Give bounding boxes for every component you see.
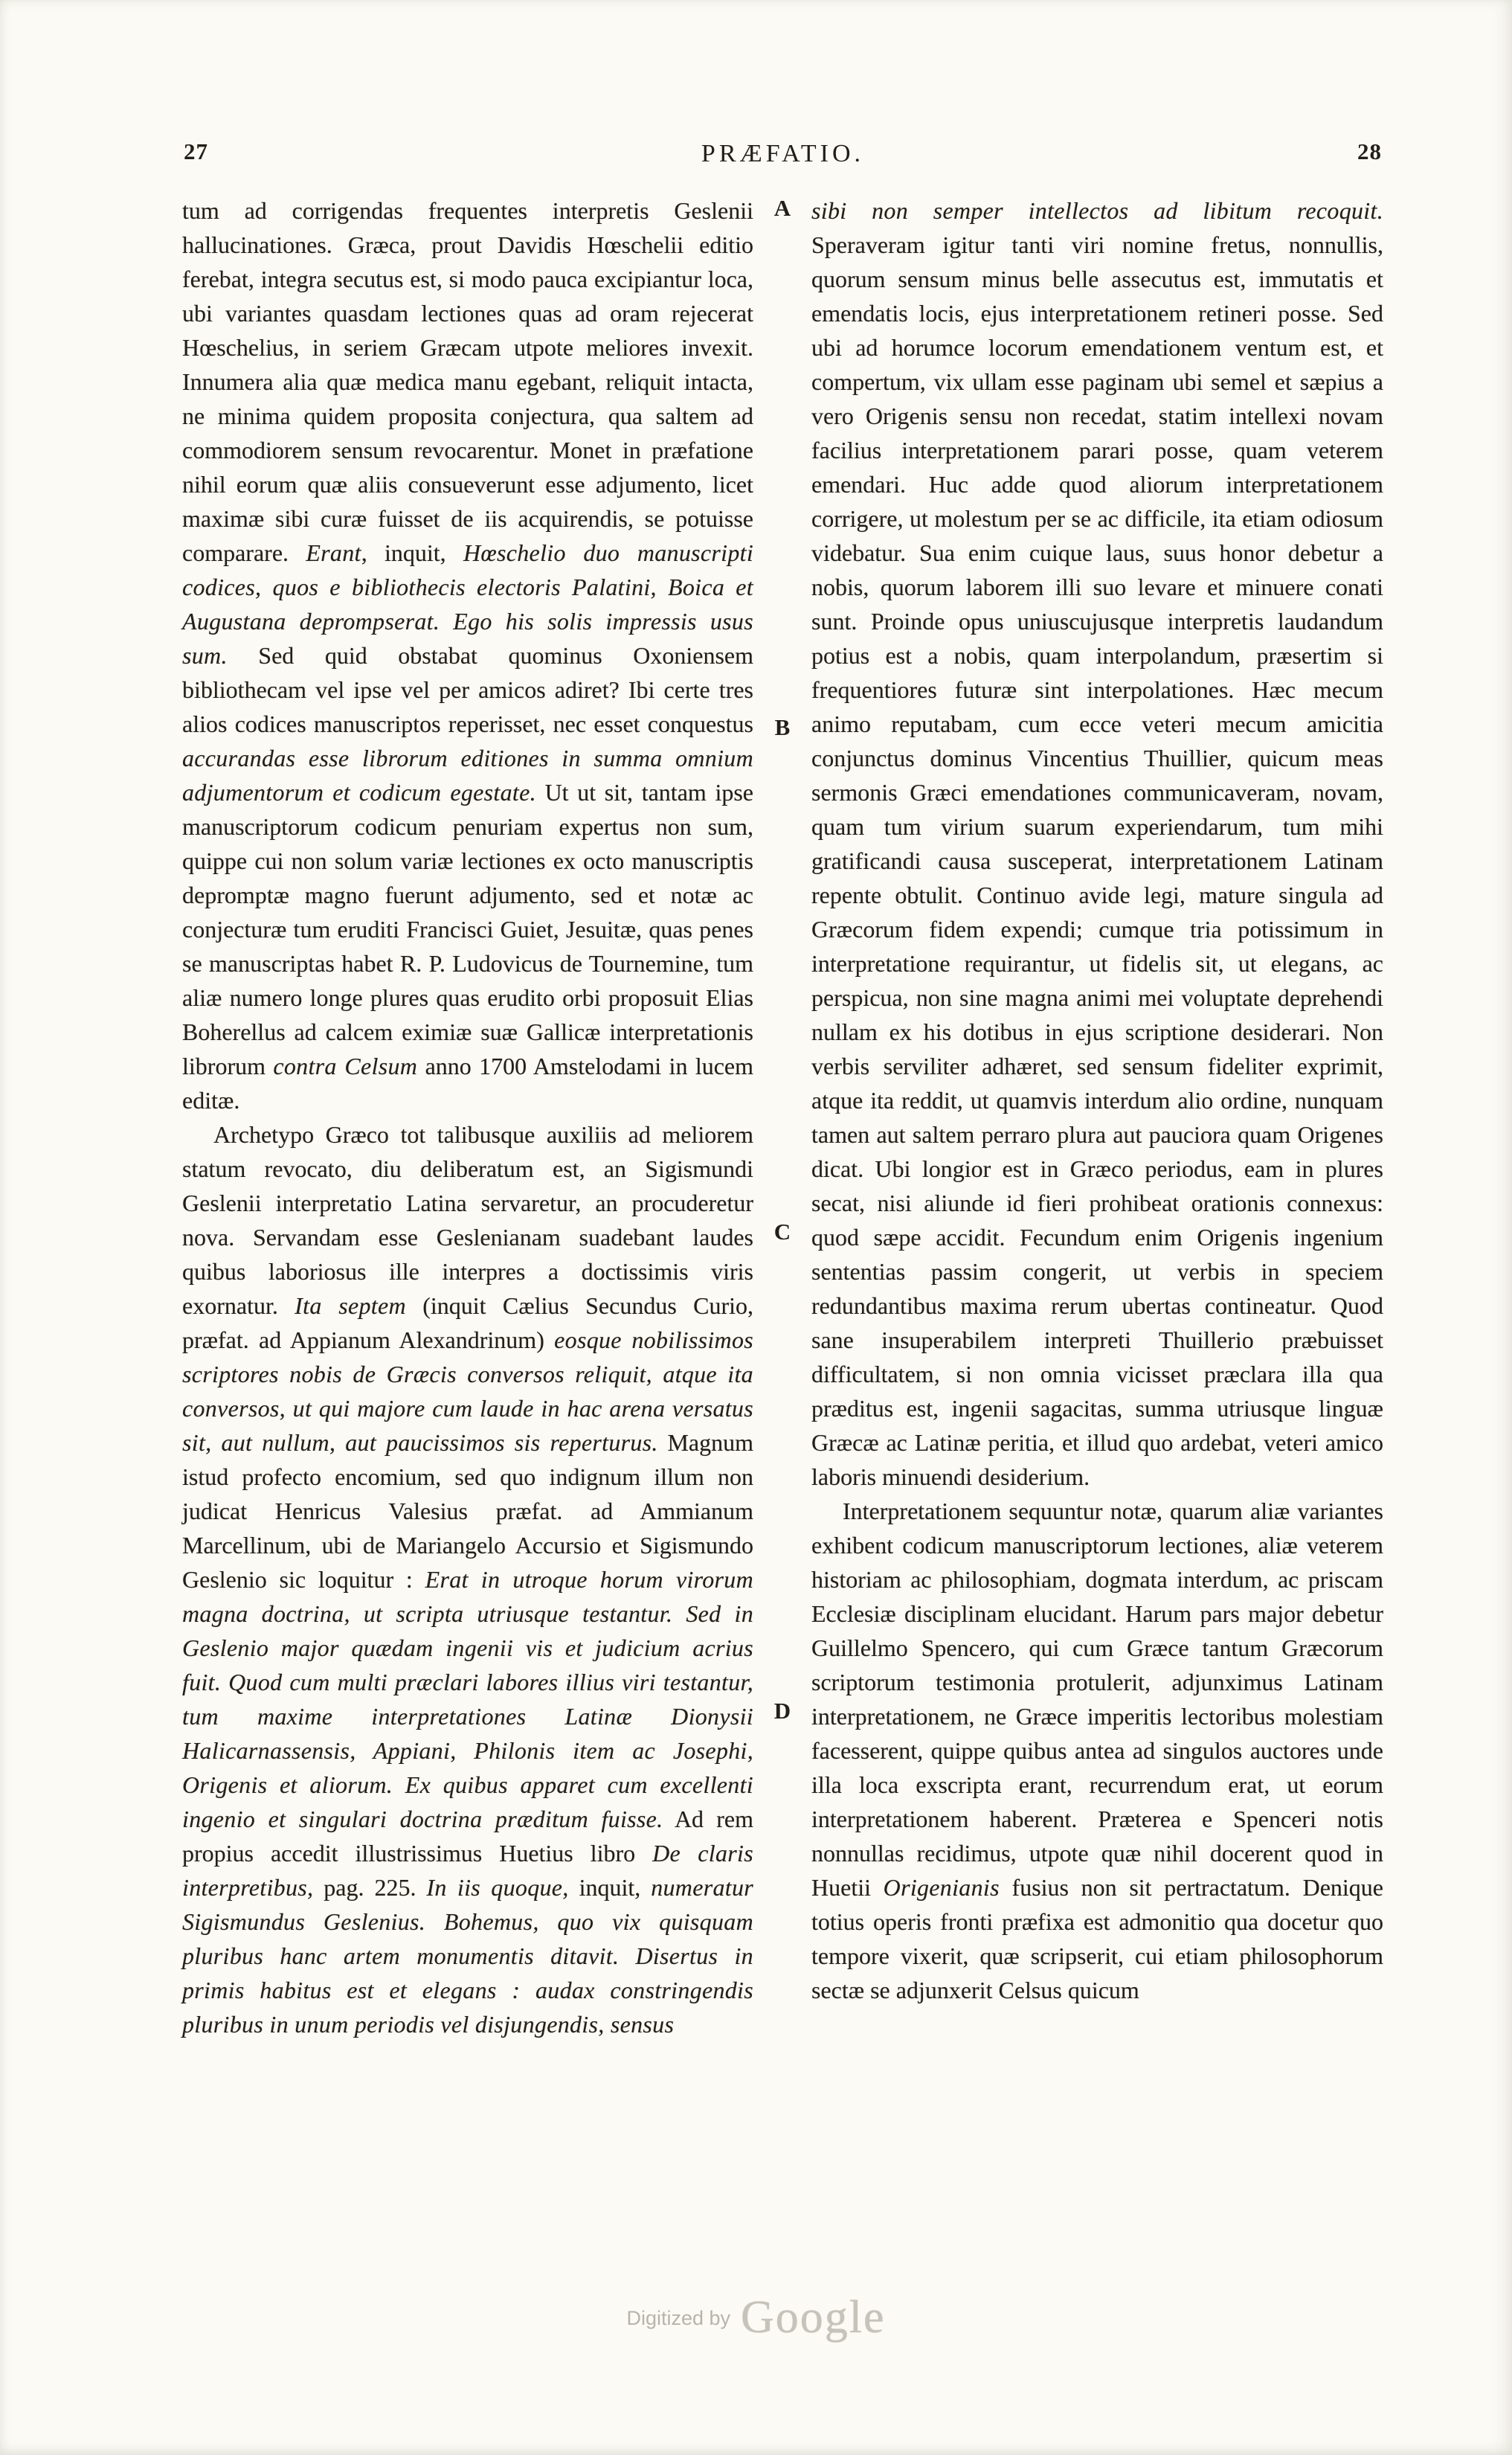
text-run: Ut ut sit, tantam ipse manuscriptorum codicum penuriam expertus non sum, quippe cui non solum variæ lectiones ex octo manuscriptis depromptæ magno fuerunt adjumento, sed et notæ ac conjecturæ tum eruditi Francisci Guiet, Jesuitæ, quas penes se manuscriptas habet R. P. Ludovicus de Tournemine, tum aliæ numero longe plures quas erudito orbi proposuit Elias Boherellus ad calcem eximiæ suæ Gallicæ interpretationis librorum [182, 779, 753, 1079]
text-run: sibi non semper intellectos ad libitum recoquit. [811, 197, 1383, 224]
text-run: contra Celsum [273, 1053, 418, 1079]
right-column [811, 193, 1383, 2247]
text-run: fusius non sit pertractatum. Denique totius operis fronti præfixa est admonitio qua docetur quo tempore vixerit, quæ scripserit, cui etiam philosophorum sectæ se adjunxerit Celsus quicum [811, 1874, 1383, 2003]
margin-letter-d: D [773, 1698, 791, 1724]
text-run: Ita septem [295, 1292, 406, 1319]
google-logo: Google [741, 2292, 886, 2343]
text-run: , inquit, [361, 539, 463, 566]
margin-letter-b: B [774, 714, 791, 740]
paragraph [811, 1494, 1383, 2007]
watermark-text: Digitized by [626, 2307, 731, 2329]
text-run: Ad rem propius accedit illustrissimus Huetius libro [182, 1806, 753, 1867]
text-run: De claris interpretibus, [182, 1840, 753, 1901]
text-run: Origenianis [883, 1874, 1000, 1901]
text-run: Sed quid obstabat quominus Oxoniensem bibliothecam vel ipse vel per amicos adiret? Ibi certe tres alios codices manuscriptos reperisset, nec esset conquestus [182, 642, 753, 737]
page-number-right: 28 [1357, 138, 1382, 164]
text-run: Erat in utroque horum virorum magna doctrina, ut scripta utriusque testantur. Sed in Geslenio major quædam ingenii vis et judicium acrius fuit. Quod cum multi præclari labores illius viri testantur, tum maxime interpretationes Latinæ Dionysii Halicarnassensis, Appiani, Philonis item ac Josephi, Origenis et aliorum. Ex quibus apparet cum excellenti ingenio et singulari doctrina præditum fuisse. [182, 1566, 753, 1832]
page-number-left: 27 [184, 138, 208, 164]
text-run: Interpretationem sequuntur notæ, quarum aliæ variantes exhibent codicum manuscriptorum lectiones, aliæ veterem historiam ac philosophiam, dogmata interdum, ac priscam Ecclesiæ disciplinam elucidant. Harum pars major debetur Guillelmo Spencero, qui cum Græce tantum Græcorum scriptorum testimonia protulerit, adjunximus Latinam interpretationem, ne Græce imperitis lectoribus molestiam facesserent, quippe quibus antea ad singulos auctores unde illa loca exscripta erant, recurrendum erat, ut eorum interpretationem haberent. Præterea e Spenceri notis nonnullas recidimus, utpote quæ nihil docerent quod in Huetii [811, 1498, 1383, 1901]
text-run: pag. 225. [313, 1874, 427, 1901]
text-run: Archetypo Græco tot talibusque auxiliis ad meliorem statum revocato, diu deliberatum est, an Sigismundi Geslenii interpretatio Latina servaretur, an procuderetur nova. Servandam esse Geslenianam suadebant laudes quibus laboriosus ille interpres a doctissimis viris exornatur. [182, 1121, 753, 1319]
text-run: tum ad corrigendas frequentes interpretis Geslenii hallucinationes. Græca, prout Davidis Hœschelii editio ferebat, integra secutus est, si modo pauca excipiantur loca, ubi variantes quasdam lectiones quas ad oram rejecerat Hœschelius, in seriem Græcam utpote meliores invexit. Innumera alia quæ medica manu egebant, reliquit intacta, ne minima quidem proposita conjectura, qua saltem ad commodiorem sensum revocarentur. Monet in præfatione nihil eorum quæ aliis consueverunt esse adjumento, licet maximæ sibi curæ fuisset de iis acquirendis, se potuisse comparare. [182, 197, 753, 566]
text-columns [182, 193, 1383, 2247]
text-run: inquit, [568, 1874, 652, 1901]
margin-letter-c: C [773, 1219, 791, 1245]
column-gutter [753, 193, 811, 2247]
text-run: Magnum istud profecto encomium, sed quo indignum illum non judicat Henricus Valesius præfat. ad Ammianum Marcellinum, ubi de Mariangelo Accursio et Sigismundo Geslenio sic loquitur : [182, 1429, 754, 1593]
text-run: In iis quoque, [426, 1874, 569, 1901]
digitization-watermark [0, 2291, 1512, 2344]
paragraph [182, 193, 753, 1117]
margin-letter-a: A [773, 195, 791, 221]
text-run: (inquit Cælius Secundus Curio, præfat. ad Appianum Alexandrinum) [182, 1292, 754, 1353]
text-run: numeratur Sigismundus Geslenius. Bohemus, quo vix quisquam pluribus hanc artem monumentis ditavit. Disertus in primis habitus est et elegans : audax constringendis pluribus in unum periodis vel disjungendis, sensus [182, 1874, 753, 2038]
text-run: Hœschelio duo manuscripti codices, quos e bibliothecis electoris Palatini, Boica et Augustana deprompserat. Ego his solis impressis usus sum. [182, 539, 754, 669]
left-column [182, 193, 753, 2247]
page-title: PRÆFATIO. [701, 140, 865, 167]
text-run: accurandas esse librorum editiones in summa omnium adjumentorum et codicum egestate. [182, 745, 753, 806]
running-head [182, 138, 1383, 171]
text-run: Speraveram igitur tanti viri nomine fretus, nonnullis, quorum sensum minus belle assecutus est, immutatis et emendatis locis, ejus interpretationem retineri posse. Sed ubi ad horumce locorum emendationem ventum est, et compertum, vix ullam esse paginam ubi semel et sæpius a vero Origenis sensu non recedat, statim intellexi novam facilius interpretationem parari posse, quam veterem emendari. Huc adde quod aliorum interpretationem corrigere, ut molestum per se ac difficile, ita etiam odiosum videbatur. Sua enim cuique laus, suus honor debetur a nobis, quorum laborem illi suo levare et minuere conati sunt. Proinde opus uniuscujusque interpretis laudandum potius est a nobis, quam interpolandum, præsertim si frequentiores futuræ sint interpolationes. Hæc mecum animo reputabam, cum ecce veteri mecum amicitia conjunctus dominus Vincentius Thuillier, quicum meas sermonis Græci emendationes communicaveram, novam, quam tum virium suarum experiendarum, tum mihi gratificandi causa susceperat, interpretationem Latinam repente obtulit. Continuo avide legi, mature singula ad Græcorum fidem expendi; cumque tria potissimum in interpretatione requirantur, ut fidelis sit, ut elegans, ac perspicua, non sine magna animi mei voluptate deprehendi nullam ex his dotibus in ejus scriptione desiderari. Non verbis serviliter adhæret, sed sensum fideliter exprimit, atque ita reddit, ut quamvis interdum alio ordine, nunquam tamen aut saltem perraro plura aut pauciora quam Origenes dicat. Ubi longior est in Græco periodus, eam in plures secat, nisi aliunde id fieri prohibeat orationis connexus: quod sæpe accidit. Fecundum enim Origenis ingenium sententias passim congerit, ut verbis in speciem redundantibus maxima rerum ubertas contineatur. Quod sane insuperabilem interpreti Thuillerio præbuisset difficultatem, si non omnia vicisset præclara illa qua præditus est, ingenii sagacitas, summa utriusque linguæ Græcæ ac Latinæ peritia, et illud quo ardebat, veteri amico laboris minuendi desiderium. [811, 231, 1383, 1490]
paragraph [811, 193, 1383, 1494]
text-run: Erant [306, 539, 361, 566]
text-run: eosque nobilissimos scriptores nobis de Græcis conversos reliquit, atque ita conversos, ut qui majore cum laude in hac arena versatus sit, aut nullum, aut paucissimos sis reperturus. [182, 1326, 754, 1456]
paragraph [182, 1117, 753, 2041]
text-run: anno 1700 Amstelodami in lucem editæ. [182, 1053, 753, 1114]
